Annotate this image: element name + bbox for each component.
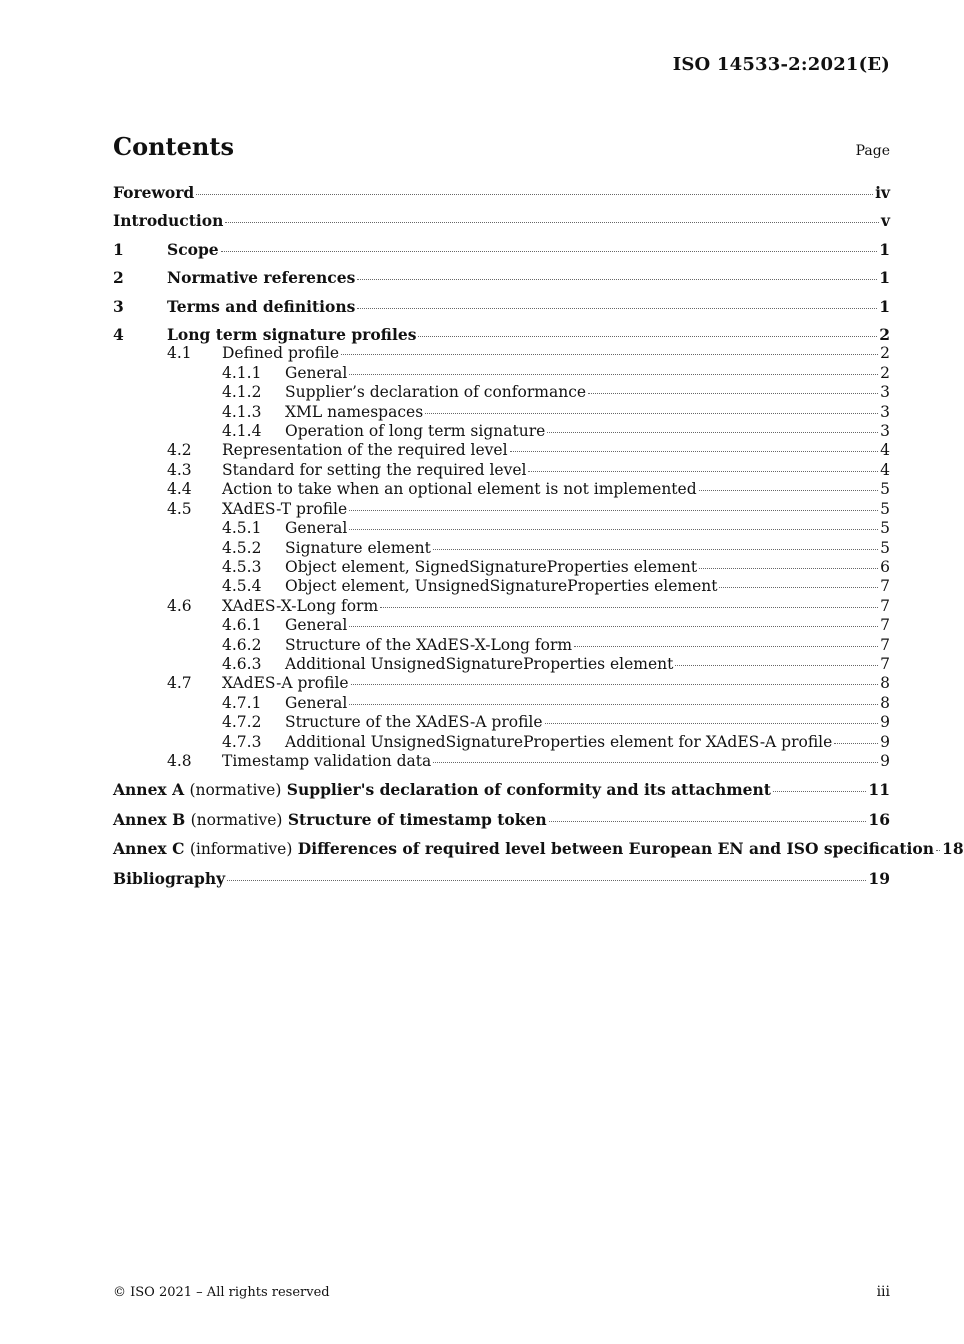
toc-entry[interactable]: [113, 636, 890, 655]
toc-entry[interactable]: [113, 461, 890, 480]
toc-entry-number: 4.1.4: [222, 422, 262, 441]
toc-entry[interactable]: [113, 240, 890, 259]
toc-entry-page: iv: [875, 183, 890, 202]
toc-entry[interactable]: [113, 325, 890, 344]
toc-entry-number: 4.7.1: [222, 693, 262, 712]
toc-entry-title: Normative references: [167, 268, 356, 288]
dot-leader: [425, 413, 878, 414]
dot-leader: [699, 490, 879, 491]
toc-entry-page: 18: [942, 839, 964, 859]
toc-entry-title: Supplier’s declaration of conformance: [285, 383, 587, 402]
toc-entry-page: 5: [880, 538, 890, 557]
toc-entry-title: Defined profile: [222, 344, 340, 363]
toc-entry-number: 4.8: [167, 751, 192, 770]
annex-label: Annex A: [113, 780, 185, 800]
dot-leader: [349, 510, 878, 511]
toc-entry-title: XML namespaces: [285, 402, 424, 421]
toc-entry[interactable]: [113, 500, 890, 519]
toc-entry-number: 4.7.2: [222, 713, 262, 732]
annex-type-note: (informative): [189, 840, 293, 859]
dot-leader: [196, 194, 873, 195]
toc-entry-page: 19: [868, 868, 890, 888]
toc-entry-title: General: [285, 616, 348, 635]
page-column-label: Page: [855, 143, 890, 159]
page-number: iii: [876, 1284, 890, 1300]
toc-entry[interactable]: [113, 616, 890, 635]
dot-leader: [349, 626, 878, 627]
toc-entry-title: Foreword: [113, 183, 195, 202]
toc-entry[interactable]: [113, 733, 890, 752]
toc-entry-number: 4.4: [167, 480, 192, 499]
toc-entry[interactable]: [113, 403, 890, 422]
dot-leader: [227, 880, 866, 881]
toc-entry[interactable]: [113, 441, 890, 460]
toc-entry-title: Scope: [167, 239, 219, 259]
toc-entry[interactable]: [113, 577, 890, 596]
toc-entry-number: 4.7.3: [222, 732, 262, 751]
toc-entry-number: 4.5.1: [222, 519, 262, 538]
toc-entry-number: 2: [113, 268, 124, 288]
toc-entry-number: 4.6.3: [222, 654, 262, 673]
toc-entry-title: General: [285, 363, 348, 382]
table-of-contents: [113, 183, 964, 888]
toc-entry-page: v: [880, 211, 890, 231]
toc-entry[interactable]: [113, 519, 890, 538]
dot-leader: [528, 471, 878, 472]
dot-leader: [221, 251, 878, 252]
toc-entry-number: 4.6: [167, 596, 192, 615]
toc-entry-page: 3: [880, 422, 890, 441]
toc-entry-page: 1: [879, 268, 890, 288]
annex-type-note: (normative): [190, 810, 283, 829]
toc-entry[interactable]: [113, 752, 890, 771]
toc-entry-title: Introduction: [113, 211, 224, 231]
toc-entry[interactable]: [113, 713, 890, 732]
toc-entry-title: Signature element: [285, 538, 431, 557]
dot-leader: [547, 432, 878, 433]
toc-entry-number: 4.1.2: [222, 383, 262, 402]
toc-entry-title: Object element, UnsignedSignatureProperties element: [285, 577, 718, 596]
toc-entry[interactable]: [113, 810, 890, 830]
dot-leader: [418, 336, 877, 337]
toc-entry-page: 8: [880, 674, 890, 693]
toc-entry-title: Operation of long term signature: [285, 422, 546, 441]
toc-entry-page: 5: [880, 519, 890, 538]
toc-entry-title: Additional UnsignedSignatureProperties element for XAdES-A profile: [285, 732, 833, 751]
toc-entry-page: 1: [879, 296, 890, 316]
toc-entry[interactable]: [113, 268, 890, 287]
toc-entry-page: 16: [868, 809, 890, 829]
dot-leader: [433, 762, 878, 763]
toc-entry-title: General: [285, 693, 348, 712]
toc-entry-page: 9: [880, 713, 890, 732]
toc-entry-page: 5: [880, 480, 890, 499]
dot-leader: [699, 568, 878, 569]
toc-entry-number: 4.1: [167, 344, 192, 363]
dot-leader: [341, 354, 878, 355]
toc-entry[interactable]: [113, 211, 890, 230]
toc-entry-number: 4.5: [167, 499, 192, 518]
toc-entry-page: 4: [880, 460, 890, 479]
toc-entry[interactable]: [113, 869, 890, 888]
toc-entry-title: [113, 780, 771, 800]
dot-leader: [675, 665, 878, 666]
dot-leader: [357, 279, 877, 280]
toc-entry[interactable]: [113, 558, 890, 577]
toc-entry[interactable]: [113, 344, 890, 363]
toc-entry-page: 2: [880, 363, 890, 382]
toc-entry-title: Standard for setting the required level: [222, 460, 527, 479]
toc-entry-number: 4.1.3: [222, 402, 262, 421]
dot-leader: [834, 743, 878, 744]
toc-entry-title: Timestamp validation data: [222, 751, 432, 770]
dot-leader: [351, 684, 879, 685]
dot-leader: [574, 646, 878, 647]
toc-entry-title: [113, 810, 547, 830]
dot-leader: [549, 821, 867, 822]
dot-leader: [773, 791, 867, 792]
toc-entry[interactable]: [113, 383, 890, 402]
toc-entry-page: 3: [880, 402, 890, 421]
dot-leader: [433, 549, 878, 550]
toc-entry-number: 4.5.4: [222, 577, 262, 596]
dot-leader: [357, 308, 877, 309]
dot-leader: [380, 607, 878, 608]
annex-title: Differences of required level between European EN and ISO specification: [297, 839, 935, 859]
toc-entry-page: 1: [879, 239, 890, 259]
toc-entry-title: Structure of the XAdES-A profile: [285, 713, 543, 732]
toc-entry-number: 3: [113, 296, 124, 316]
toc-entry[interactable]: [113, 364, 890, 383]
annex-type-note: (normative): [189, 781, 282, 800]
toc-entry-number: 4.7: [167, 674, 192, 693]
toc-entry-title: [113, 839, 934, 859]
dot-leader: [719, 587, 878, 588]
toc-entry-title: XAdES-T profile: [222, 499, 348, 518]
copyright-notice: © ISO 2021 – All rights reserved: [113, 1285, 330, 1300]
toc-entry-page: 8: [880, 693, 890, 712]
document-identifier: ISO 14533-2:2021(E): [672, 54, 890, 75]
toc-entry-title: XAdES-A profile: [222, 674, 349, 693]
toc-entry-number: 4: [113, 325, 124, 345]
toc-entry-title: Bibliography: [113, 868, 226, 888]
toc-entry[interactable]: [113, 480, 890, 499]
toc-entry-title: Additional UnsignedSignatureProperties element: [285, 654, 674, 673]
toc-entry-title: Long term signature profiles: [167, 325, 417, 345]
toc-entry[interactable]: [113, 839, 964, 859]
toc-entry-page: 4: [880, 441, 890, 460]
dot-leader: [349, 529, 878, 530]
toc-entry[interactable]: [113, 422, 890, 441]
toc-entry[interactable]: [113, 674, 890, 693]
toc-entry[interactable]: [113, 655, 890, 674]
annex-title: Structure of timestamp token: [287, 809, 547, 829]
toc-entry-page: 7: [880, 596, 890, 615]
toc-entry-title: Representation of the required level: [222, 441, 508, 460]
toc-entry-title: Object element, SignedSignatureProperties element: [285, 557, 698, 576]
toc-entry-page: 6: [880, 557, 890, 576]
toc-entry-title: Terms and definitions: [167, 296, 356, 316]
toc-entry-number: 4.3: [167, 460, 192, 479]
toc-entry-number: 4.5.3: [222, 557, 262, 576]
annex-label: Annex B: [113, 809, 186, 829]
annex-title: Supplier's declaration of conformity and its attachment: [286, 780, 771, 800]
dot-leader: [510, 451, 879, 452]
toc-entry-page: 7: [880, 635, 890, 654]
toc-entry-page: 9: [880, 732, 890, 751]
toc-entry-page: 7: [880, 577, 890, 596]
toc-entry[interactable]: [113, 539, 890, 558]
toc-entry-title: XAdES-X-Long form: [222, 596, 379, 615]
toc-entry[interactable]: [113, 297, 890, 316]
dot-leader: [545, 723, 879, 724]
toc-entry-number: 4.1.1: [222, 363, 262, 382]
toc-entry[interactable]: [113, 183, 890, 202]
toc-entry-number: 4.6.1: [222, 616, 262, 635]
toc-entry-page: 7: [880, 654, 890, 673]
toc-entry-number: 1: [113, 239, 124, 259]
toc-entry[interactable]: [113, 780, 890, 800]
toc-entry-page: 9: [880, 751, 890, 770]
toc-entry-title: General: [285, 519, 348, 538]
toc-entry-number: 4.2: [167, 441, 192, 460]
toc-entry-page: 5: [880, 499, 890, 518]
toc-entry-number: 4.5.2: [222, 538, 262, 557]
dot-leader: [349, 704, 878, 705]
annex-label: Annex C: [113, 839, 185, 859]
toc-entry-page: 11: [868, 780, 890, 800]
toc-entry-page: 3: [880, 383, 890, 402]
toc-entry-page: 7: [880, 616, 890, 635]
contents-heading: Contents: [113, 132, 234, 161]
toc-entry-page: 2: [879, 325, 890, 345]
toc-entry-title: Structure of the XAdES-X-Long form: [285, 635, 573, 654]
toc-entry-title: Action to take when an optional element is not implemented: [222, 480, 697, 499]
dot-leader: [349, 374, 878, 375]
toc-entry[interactable]: [113, 694, 890, 713]
dot-leader: [936, 850, 940, 851]
dot-leader: [225, 222, 879, 223]
dot-leader: [588, 393, 878, 394]
toc-entry-number: 4.6.2: [222, 635, 262, 654]
toc-entry[interactable]: [113, 597, 890, 616]
toc-entry-page: 2: [880, 344, 890, 363]
